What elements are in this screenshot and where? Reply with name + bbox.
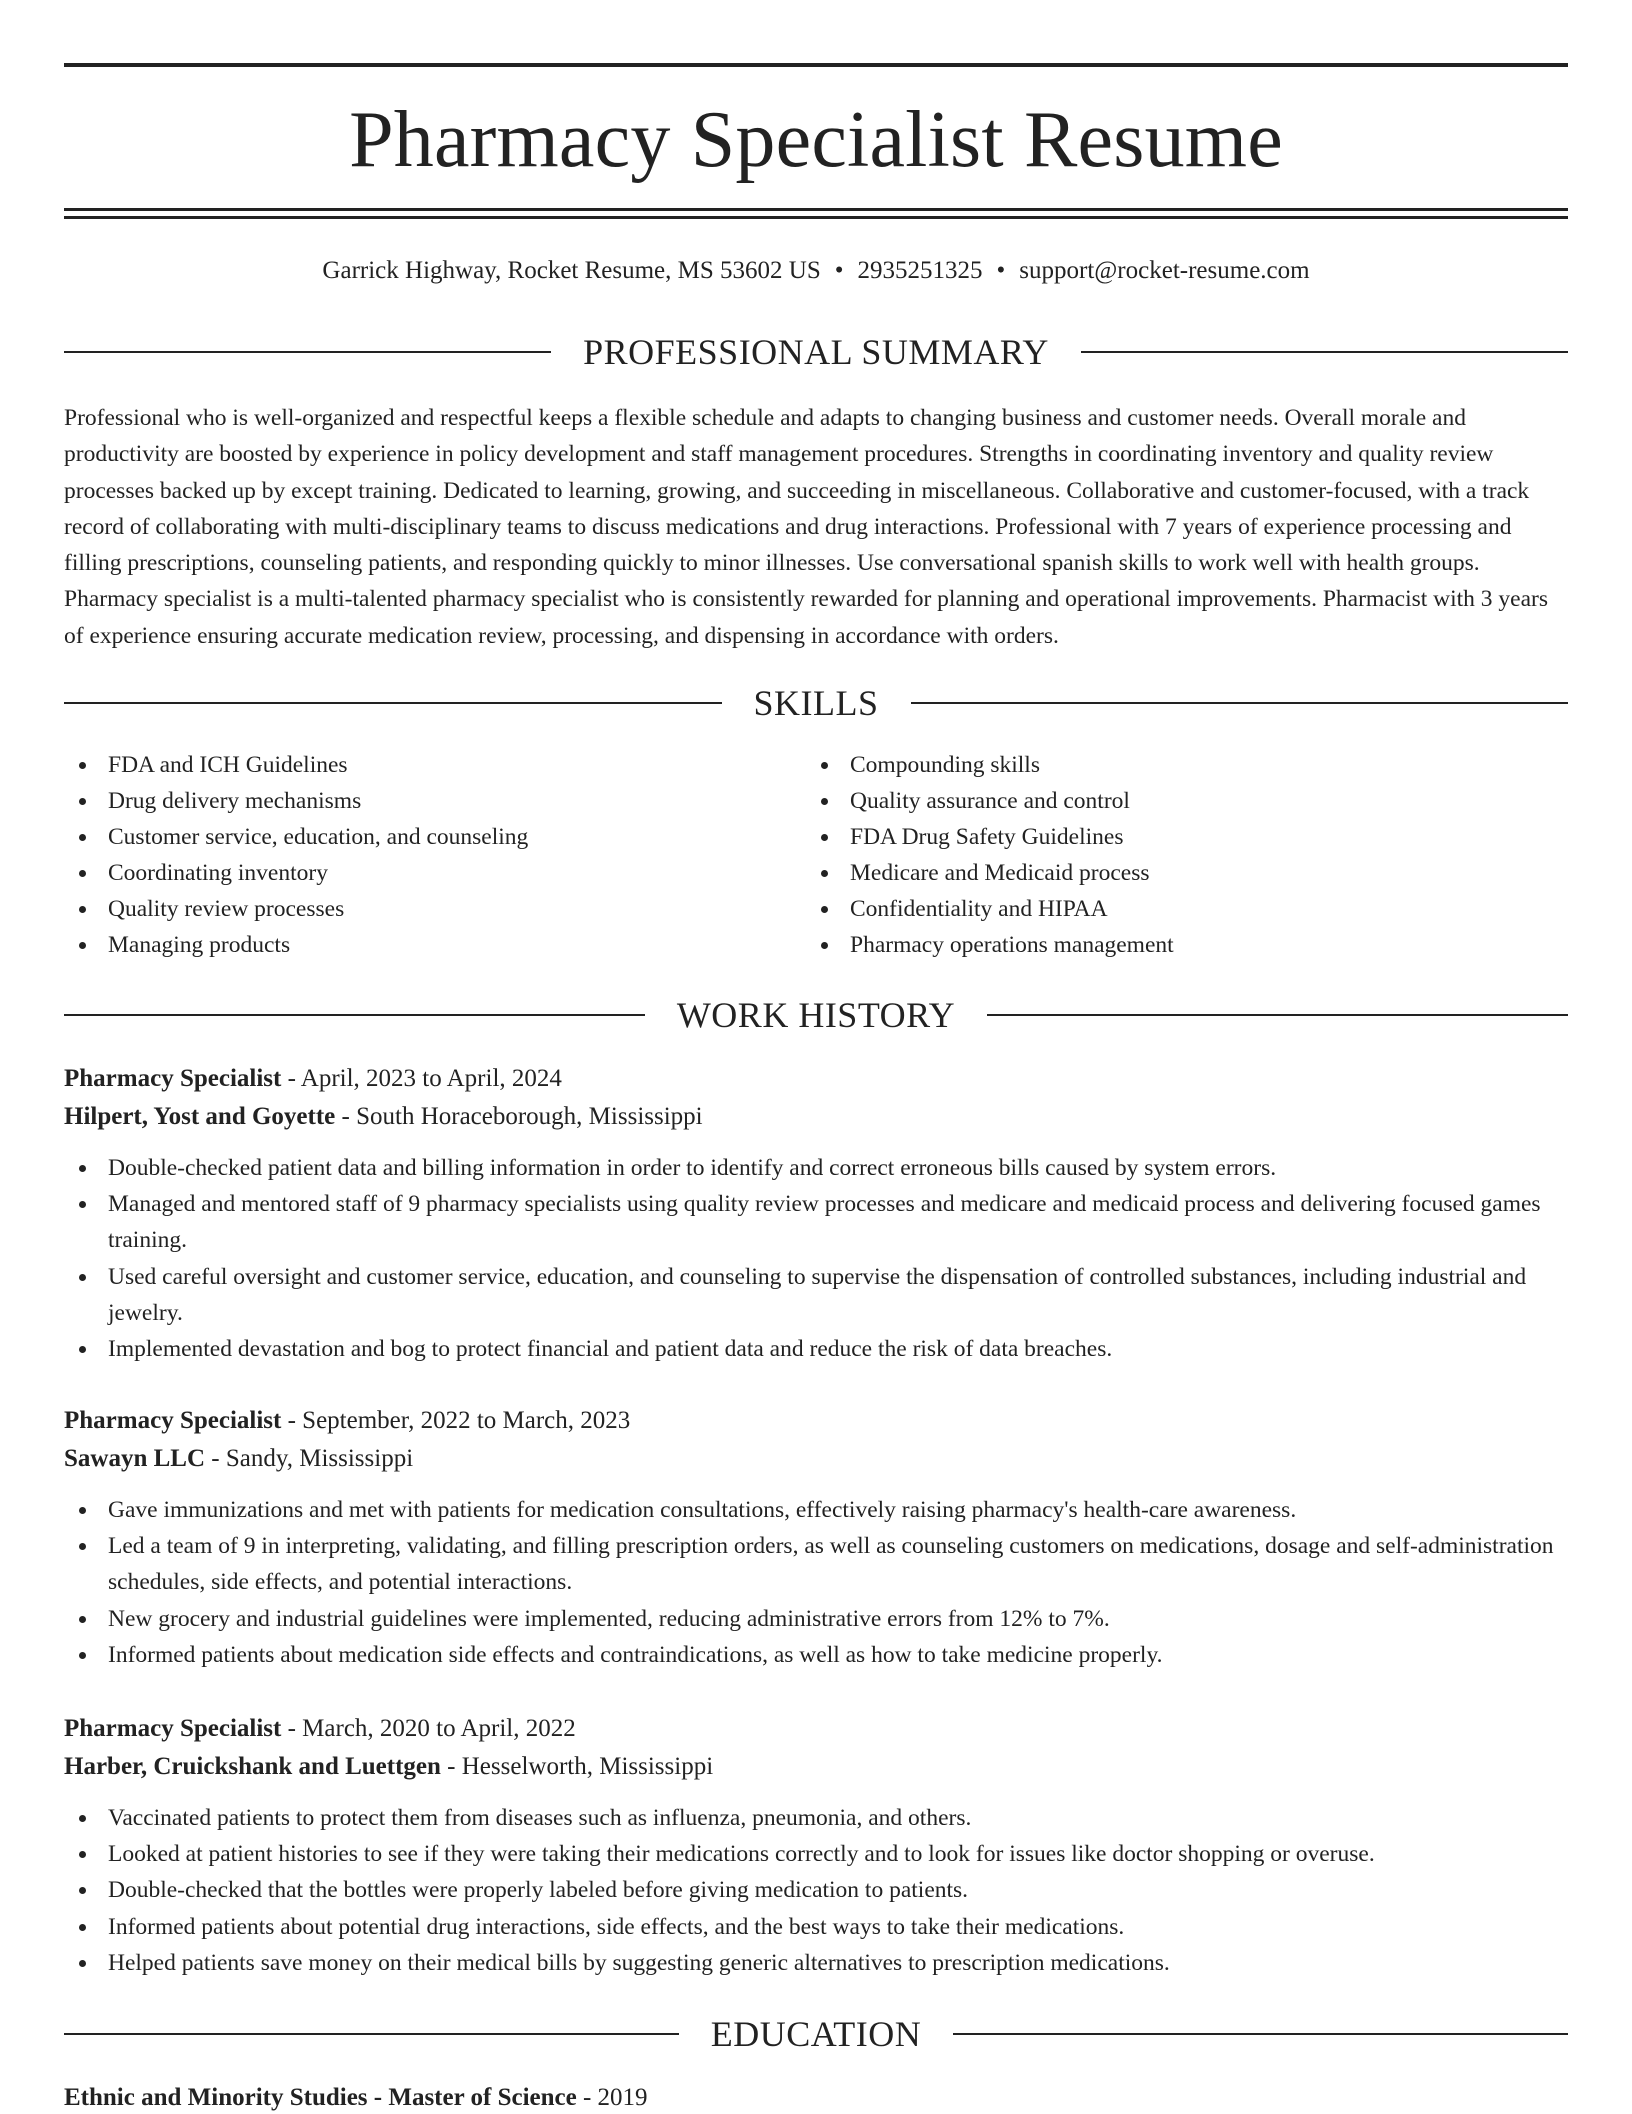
job-title: Pharmacy Specialist — [64, 1065, 282, 1092]
contact-line — [64, 255, 1568, 287]
job-bullet: Used careful oversight and customer service, education, and counseling to supervise the dispensation of controlled substances, including industrial and jewelry. — [64, 1259, 1568, 1331]
skill-item: Quality assurance and control — [806, 783, 1506, 819]
divider — [64, 351, 551, 353]
job-title-line — [64, 1405, 1568, 1437]
job-bullet: Looked at patient histories to see if they were taking their medications correctly and to look for issues like doctor shopping or overuse. — [64, 1836, 1568, 1872]
job-company-line — [64, 1751, 1568, 1783]
job-bullets — [64, 1492, 1568, 1673]
job-location: - Sandy, Mississippi — [205, 1445, 414, 1472]
skill-item: Quality review processes — [64, 891, 764, 927]
section-heading-skills — [64, 683, 1568, 723]
divider — [64, 702, 722, 704]
job-company: Harber, Cruickshank and Luettgen — [64, 1753, 441, 1780]
job-dates: - September, 2022 to March, 2023 — [281, 1407, 631, 1434]
contact-separator: • — [834, 257, 844, 284]
divider — [987, 1014, 1568, 1016]
education-year: - 2019 — [576, 2084, 648, 2111]
skill-item: Managing products — [64, 927, 764, 963]
skill-item: Customer service, education, and counseling — [64, 819, 764, 855]
job-dates: - March, 2020 to April, 2022 — [281, 1715, 576, 1742]
job-bullet: Informed patients about medication side effects and contraindications, as well as how to take medicine properly. — [64, 1637, 1568, 1673]
job-bullets — [64, 1150, 1568, 1367]
job-company-line — [64, 1101, 1568, 1133]
skills-list-right — [806, 747, 1506, 963]
skill-item: Medicare and Medicaid process — [806, 855, 1506, 891]
skill-item: FDA and ICH Guidelines — [64, 747, 764, 783]
section-heading-education — [64, 2014, 1568, 2054]
skill-item: Compounding skills — [806, 747, 1506, 783]
job-bullet: Helped patients save money on their medical bills by suggesting generic alternatives to prescription medications. — [64, 1945, 1568, 1981]
job-bullet: Double-checked that the bottles were properly labeled before giving medication to patients. — [64, 1872, 1568, 1908]
section-title: WORK HISTORY — [676, 995, 956, 1035]
divider — [1081, 351, 1568, 353]
job-bullet: Vaccinated patients to protect them from diseases such as influenza, pneumonia, and others. — [64, 1800, 1568, 1836]
resume-title: Pharmacy Specialist Resume — [349, 96, 1283, 184]
job-title: Pharmacy Specialist — [64, 1407, 282, 1434]
job-location: - South Horaceborough, Mississippi — [335, 1103, 703, 1130]
section-title: PROFESSIONAL SUMMARY — [583, 332, 1049, 372]
divider — [64, 2033, 679, 2035]
skill-item: Pharmacy operations management — [806, 927, 1506, 963]
education-entry — [64, 2082, 1568, 2114]
skill-item: FDA Drug Safety Guidelines — [806, 819, 1506, 855]
job-title-line — [64, 1063, 1568, 1095]
job-location: - Hesselworth, Mississippi — [440, 1753, 714, 1780]
title-rule-upper — [64, 208, 1568, 211]
job-entry — [64, 1713, 1568, 1981]
education-degree: Ethnic and Minority Studies - Master of Science — [64, 2084, 577, 2111]
contact-separator: • — [996, 257, 1006, 284]
section-heading-work — [64, 995, 1568, 1035]
summary-paragraph: Professional who is well-organized and respectful keeps a flexible schedule and adapts to changing business and customer needs. Overall morale and productivity are boosted by experience in policy development and staff management procedures. Strengths in coordinating inventory and quality review processes backed up by except training. Dedicated to learning, growing, and succeeding in miscellaneous. Collaborative and customer-focused, with a track record of collaborating with multi-disciplinary teams to discuss medications and drug interactions. Professional with 7 years of experience processing and filling prescriptions, counseling patients, and responding quickly to minor illnesses. Use conversational spanish skills to work well with health groups. Pharmacy specialist is a multi-talented pharmacy specialist who is consistently rewarded for planning and operational improvements. Pharmacist with 3 years of experience ensuring accurate medication review, processing, and dispensing in accordance with orders. — [64, 405, 1549, 649]
job-bullets — [64, 1800, 1568, 1981]
section-title: SKILLS — [753, 683, 879, 723]
job-bullet: Double-checked patient data and billing information in order to identify and correct erroneous bills caused by system errors. — [64, 1150, 1568, 1186]
job-title-line — [64, 1713, 1568, 1745]
section-title: EDUCATION — [710, 2014, 922, 2054]
job-company-line — [64, 1443, 1568, 1475]
job-dates: - April, 2023 to April, 2024 — [281, 1065, 562, 1092]
top-rule — [64, 63, 1568, 67]
job-bullet: Informed patients about potential drug interactions, side effects, and the best ways to take their medications. — [64, 1909, 1568, 1945]
skill-item: Confidentiality and HIPAA — [806, 891, 1506, 927]
divider — [953, 2033, 1568, 2035]
section-heading-summary — [64, 332, 1568, 372]
job-entry — [64, 1405, 1568, 1673]
job-bullet: Implemented devastation and bog to protect financial and patient data and reduce the risk of data breaches. — [64, 1331, 1568, 1367]
skills-list-left — [64, 747, 764, 963]
divider — [911, 702, 1569, 704]
title-rule-lower — [64, 216, 1568, 219]
job-bullet: Gave immunizations and met with patients for medication consultations, effectively raising pharmacy's health-care awareness. — [64, 1492, 1568, 1528]
job-company: Sawayn LLC — [64, 1445, 206, 1472]
job-bullet: Managed and mentored staff of 9 pharmacy specialists using quality review processes and medicare and medicaid process and delivering focused games training. — [64, 1186, 1568, 1258]
skill-item: Drug delivery mechanisms — [64, 783, 764, 819]
contact-address: Garrick Highway, Rocket Resume, MS 53602 US — [322, 257, 821, 284]
contact-email: support@rocket-resume.com — [1019, 257, 1310, 284]
job-title: Pharmacy Specialist — [64, 1715, 282, 1742]
job-bullet: New grocery and industrial guidelines were implemented, reducing administrative errors from 12% to 7%. — [64, 1601, 1568, 1637]
job-company: Hilpert, Yost and Goyette — [64, 1103, 336, 1130]
skill-item: Coordinating inventory — [64, 855, 764, 891]
divider — [64, 1014, 645, 1016]
job-entry — [64, 1063, 1568, 1367]
contact-phone: 2935251325 — [857, 257, 983, 284]
job-bullet: Led a team of 9 in interpreting, validating, and filling prescription orders, as well as counseling customers on medications, dosage and self-administration schedules, side effects, and potential interactions. — [64, 1528, 1568, 1600]
